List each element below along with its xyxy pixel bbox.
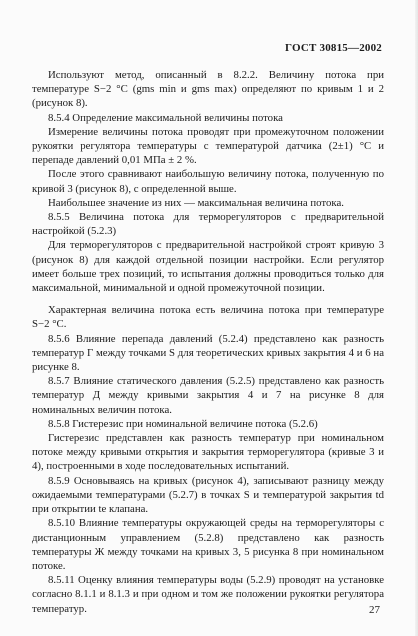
- paragraph-measurement: Измерение величины потока проводят при промежуточном положении рукоятки регулятора температуры с температурой датчика (2±1) °С и перепаде давлений 0,01 МПа ± 2 %.: [32, 125, 384, 167]
- section-8-5-7: 8.5.7 Влияние статического давления (5.2.5) представлено как разность температур Д между кривыми закрытия 4 и 7 на рисунке 8 для номинальных величин потока.: [32, 375, 384, 416]
- paragraph-comparison: После этого сравнивают наибольшую величину потока, полученную по кривой 3 (рисунок 8), с определенной выше.: [32, 168, 384, 195]
- section-8-5-4-title: 8.5.4 Определение максимальной величины потока: [48, 111, 283, 124]
- section-8-5-9: 8.5.9 Основываясь на кривых (рисунок 4), записывают разницу между ожидаемыми температурами (5.2.7) в точках S и температурой закрытия td при открытии te клапана.: [32, 474, 384, 516]
- paragraph-preset-regulators: Для терморегуляторов с предварительной настройкой строят кривую 3 (рисунок 8) для каждой отдельной позиции настройки. Если регулятор имеет больше трех позиций, то испытания должны проводиться только для максимальной, минимальной и одной промежуточной позиции.: [32, 239, 384, 295]
- section-8-5-8-title: 8.5.8 Гистерезис при номинальной величине потока (5.2.6): [48, 417, 318, 430]
- document-header: ГОСТ 30815—2002: [285, 42, 382, 54]
- document-body: [32, 68, 384, 616]
- section-8-5-5-title: 8.5.5 Величина потока для терморегуляторов с предварительной настройкой (5.2.3): [32, 211, 384, 238]
- section-8-5-11: 8.5.11 Оценку влияния температуры воды (5.2.9) проводят на установке согласно 8.1.1 и 8.1.3 и при одном и том же положении рукоятки регулятора температур.: [32, 574, 384, 615]
- paragraph-method: Используют метод, описанный в 8.2.2. Величину потока при температуре S−2 °С (gms min и gms max) определяют по кривым 1 и 2 (рисунок 8).: [32, 69, 384, 110]
- page-number: 27: [369, 604, 380, 616]
- section-8-5-6: 8.5.6 Влияние перепада давлений (5.2.4) представлено как разность температур Г между точками S для теоретических кривых закрытия 4 и 6 на рисунке 8.: [32, 332, 384, 374]
- paragraph-hysteresis: Гистерезис представлен как разность температур при номинальном потоке между кривыми открытия и закрытия терморегулятора (кривые 3 и 4), построенными в ходе последовательных испытаний.: [32, 432, 384, 473]
- paragraph-gap: [32, 295, 384, 303]
- section-8-5-10: 8.5.10 Влияние температуры окружающей среды на терморегуляторы с дистанционным управлением (5.2.8) представлено как разность температуры Ж между точками на кривых 3, 5 рисунка 8 при номинальном потоке.: [32, 517, 384, 572]
- paragraph-maximum-value: Наибольшее значение из них — максимальная величина потока.: [48, 196, 344, 209]
- paragraph-characteristic-flow: Характерная величина потока есть величина потока при температуре S−2 °С.: [32, 304, 384, 331]
